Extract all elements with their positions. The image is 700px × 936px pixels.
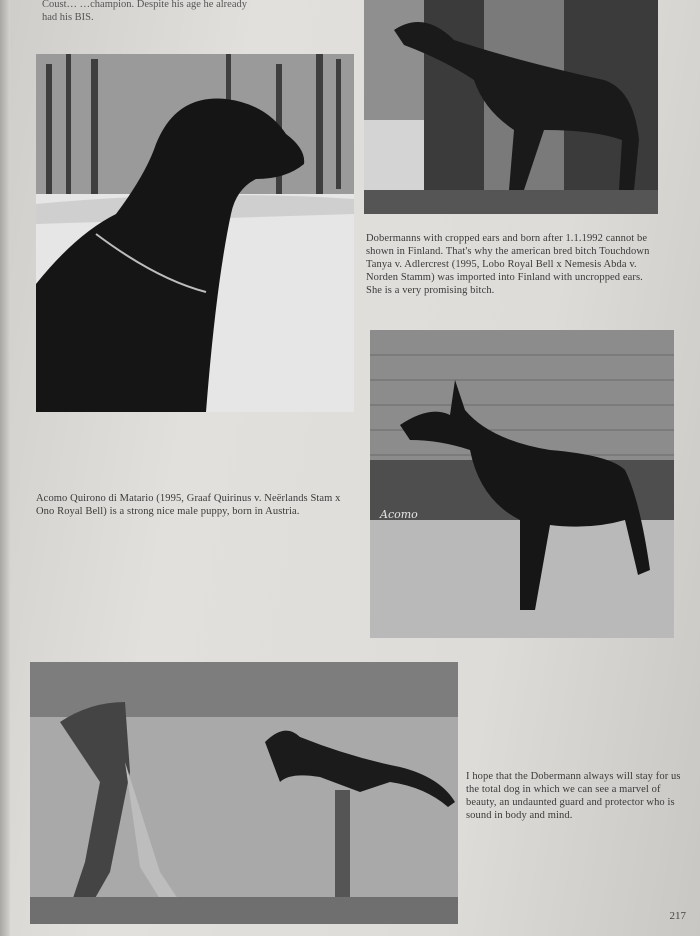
jump-illustration [30,662,458,924]
caption-closing: I hope that the Dobermann always will stay for us the total dog in which we can see a marvel of beauty, an undaunted guard and protector who is sound in body and mind. [466,771,681,821]
top-text-fragment: Coust… …champion. Despite his age he already had his BIS. [42,0,247,23]
show-stack-illustration [364,0,658,214]
portrait-illustration [36,54,354,412]
photo-dobermann-portrait [36,54,354,412]
page-gutter-shadow [0,0,10,936]
photo-dobermann-uncropped [370,330,674,638]
caption-cropped-ears: Dobermanns with cropped ears and born after 1.1.1992 cannot be shown in Finland. That's why the american bred bitch Touchdown Tanya v. Adlercrest (1995, Lobo Royal Bell x Nemesis Abda v. Norden Stamm) was imported into Finland with uncropped ears. She is a very promising bitch. [366,233,650,296]
photo-signature: Acomo [380,508,418,521]
photo-dobermann-jump [30,662,458,924]
uncropped-illustration [370,330,674,638]
caption-acomo: Acomo Quirono di Matario (1995, Graaf Quirinus v. Neërlands Stam x Ono Royal Bell) is a strong nice male puppy, born in Austria. [36,493,341,517]
page-number: 217 [669,910,686,922]
photo-dobermann-show-stack [364,0,658,214]
